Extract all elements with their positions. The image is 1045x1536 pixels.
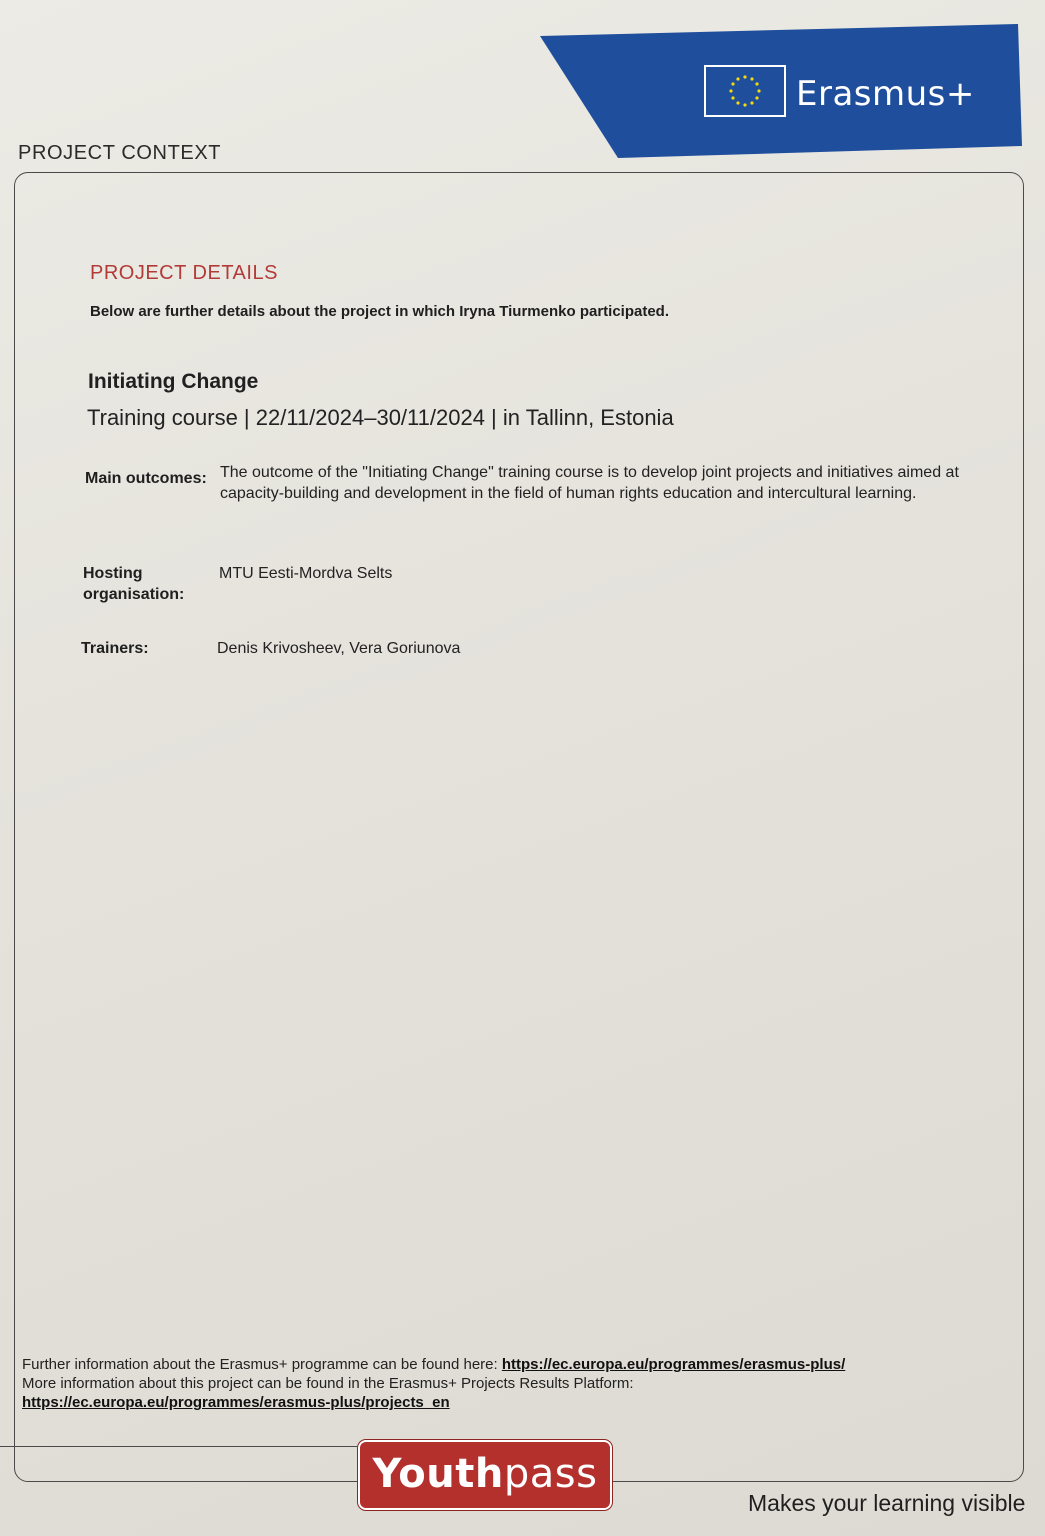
content-frame — [14, 172, 1024, 1482]
footer-line-3 — [22, 1393, 922, 1412]
erasmus-banner — [540, 24, 1022, 158]
section-header: PROJECT CONTEXT — [18, 142, 222, 164]
eu-flag-icon — [704, 65, 786, 117]
erasmus-logo-text: Erasmus+ — [796, 74, 975, 114]
main-outcomes-value: The outcome of the "Initiating Change" training course is to develop joint projects and initiatives aimed at capacity-building and development in the field of human rights education and intercultural learning. — [220, 464, 959, 502]
project-meta: Training course | 22/11/2024–30/11/2024 | in Tallinn, Estonia — [87, 405, 674, 430]
footer-line-2: More information about this project can be found in the Erasmus+ Projects Results Platform: — [22, 1375, 634, 1392]
erasmus-programme-link[interactable]: https://ec.europa.eu/programmes/erasmus-plus/ — [501, 1356, 846, 1373]
trainers-label: Trainers: — [81, 640, 149, 657]
youthpass-logo-part1: Youth — [372, 1451, 504, 1497]
footer-divider — [0, 1446, 360, 1447]
footer-info — [22, 1355, 922, 1412]
youthpass-logo — [358, 1440, 612, 1510]
trainers-value: Denis Krivosheev, Vera Goriunova — [217, 640, 461, 657]
intro-text: Below are further details about the project in which Iryna Tiurmenko participated. — [90, 303, 670, 320]
youthpass-logo-part2: pass — [503, 1451, 598, 1497]
projects-results-link[interactable]: https://ec.europa.eu/programmes/erasmus-plus/projects_en — [22, 1394, 450, 1411]
eu-stars-icon — [706, 67, 784, 115]
hosting-value: MTU Eesti-Mordva Selts — [219, 565, 393, 582]
details-title: PROJECT DETAILS — [90, 262, 278, 284]
project-name: Initiating Change — [88, 370, 259, 393]
footer-line-1-text: Further information about the Erasmus+ programme can be found here: — [22, 1356, 502, 1373]
tagline: Makes your learning visible — [748, 1490, 1026, 1516]
hosting-label: Hosting organisation: — [83, 565, 185, 603]
main-outcomes-label: Main outcomes: — [85, 470, 207, 487]
footer-line-1 — [22, 1355, 922, 1374]
